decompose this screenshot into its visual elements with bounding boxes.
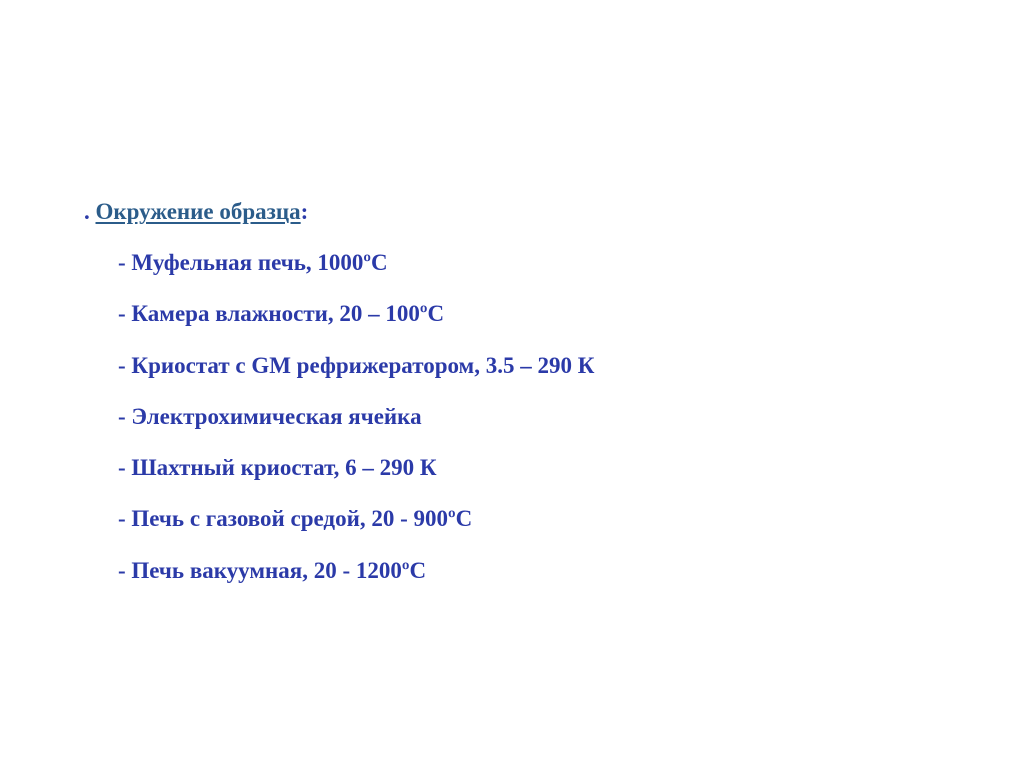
list-item-gas-furnace: - Печь с газовой средой, 20 - 900ºС — [118, 506, 473, 532]
list-item-muffle-furnace: - Муфельная печь, 1000ºС — [118, 250, 388, 275]
list-item-electrochemical-cell: - Электрохимическая ячейка — [118, 403, 422, 429]
heading-title: Окружение образца — [95, 199, 301, 224]
section-heading — [84, 198, 308, 226]
heading-colon: : — [300, 199, 309, 224]
list-item-shaft-cryostat: - Шахтный криостат, 6 – 290 К — [118, 455, 437, 481]
list-item-gm-cryostat: - Криостат с GM рефрижератором, 3.5 – 290 К — [118, 352, 595, 378]
equipment-list — [118, 249, 594, 608]
list-item-humidity-chamber: - Камера влажности, 20 – 100ºС — [118, 301, 445, 327]
heading-bullet: . — [84, 199, 90, 224]
list-item-vacuum-furnace: - Печь вакуумная, 20 - 1200ºС — [118, 557, 427, 583]
